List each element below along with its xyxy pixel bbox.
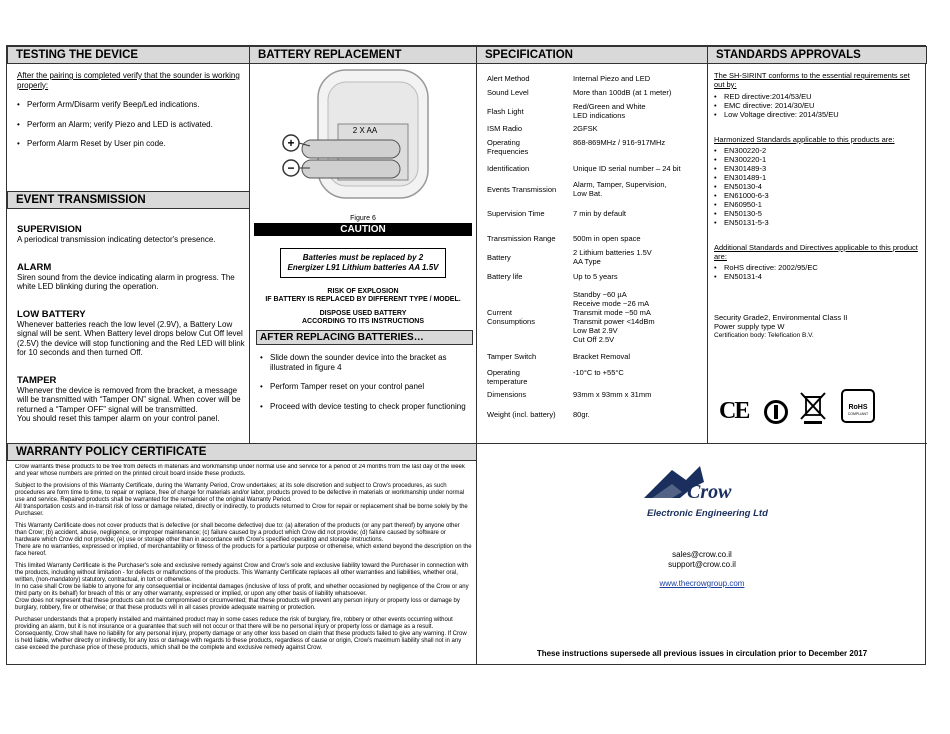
weee-bin-icon — [799, 389, 827, 425]
security-grade: Security Grade2, Environmental Class II — [714, 313, 848, 322]
battery-label: 2 X AA — [352, 126, 378, 135]
caution-box: Batteries must be replaced by 2 Energizer L91 Lithium batteries AA 1.5V — [280, 248, 446, 278]
figure-caption: Figure 6 — [350, 215, 376, 222]
additional-item: • RoHS directive: 2002/95/EC — [714, 263, 922, 272]
harmonized-item: • EN61000-6-3 — [714, 191, 922, 200]
spec-label: Events Transmission — [487, 184, 557, 194]
battery-figure — [250, 64, 476, 214]
minus-icon: − — [287, 161, 295, 175]
directive-item: • Low Voltage directive: 2014/35/EU — [714, 110, 922, 119]
testing-section — [17, 71, 242, 149]
risk-line-1: RISK OF EXPLOSION — [327, 288, 399, 295]
certification-body: Certification body: Telefication B.V. — [714, 332, 814, 339]
after-list-item: • Perform Tamper reset on your control panel — [260, 382, 470, 392]
spec-label: Operating temperature — [487, 368, 528, 386]
rohs-badge-icon — [841, 389, 875, 423]
spec-label: Tamper Switch — [487, 352, 537, 361]
document-frame — [6, 45, 926, 665]
battery-section — [250, 64, 476, 444]
harmonized-list — [714, 146, 922, 227]
additional-list — [714, 263, 922, 281]
spec-value: More than 100dB (at 1 meter) — [573, 88, 672, 97]
harmonized-item: • EN300220-2 — [714, 146, 922, 155]
conform-text: The SH-SIRINT conforms to the essential requirements set out by: — [714, 71, 910, 89]
caution-banner: CAUTION — [254, 223, 472, 236]
spec-label: Current Consumptions — [487, 308, 535, 326]
directives-list — [714, 92, 922, 119]
event-header: EVENT TRANSMISSION — [7, 191, 250, 209]
support-email: support@crow.co.il — [668, 560, 736, 569]
warranty-p8: Crow does not represent that these products can not be compromised or circumvented; that these products will prevent any person injury or property loss or damage by burglary, robbery, fire or otherwise; or that these products will in all cases provide adequate warning or protection. — [15, 598, 460, 611]
spec-value: 2GFSK — [573, 124, 598, 133]
testing-list-item: • Perform an Alarm; verify Piezo and LED is activated. — [17, 120, 242, 130]
after-list-item: • Proceed with device testing to check proper functioning — [260, 402, 470, 412]
spec-value: Up to 5 years — [573, 272, 618, 281]
event-section — [17, 216, 245, 424]
spec-label: Battery life — [487, 272, 523, 281]
website-link[interactable]: www.thecrowgroup.com — [659, 579, 745, 588]
spec-value: 80gr. — [573, 410, 590, 419]
additional-heading: Additional Standards and Directives applicable to this product are: — [714, 243, 918, 261]
battery-header: BATTERY REPLACEMENT — [249, 46, 477, 64]
harmonized-item: • EN50130-4 — [714, 182, 922, 191]
harmonized-item: • EN60950-1 — [714, 200, 922, 209]
warranty-p10: Consequently, Crow shall have no liability for any personal injury, property damage or any other loss based on claim that these products failed to give any warning. If Crow is held liable, whether directly or indirectly, for any loss or damage with regards to these products, regardless of cause or origin, Crow's maximum liability shall not in any case exceed the purchase price of these products, which shall be the complete and exclusive remedy against Crow. — [15, 631, 467, 651]
standards-section — [714, 71, 922, 340]
testing-list-item: • Perform Alarm Reset by User pin code. — [17, 139, 242, 149]
spec-header: SPECIFICATION — [476, 46, 708, 64]
harmonized-item: • EN50131-5-3 — [714, 218, 922, 227]
harmonized-item: • EN301489-3 — [714, 164, 922, 173]
company-block — [477, 444, 927, 664]
standards-header: STANDARDS APPROVALS — [707, 46, 927, 64]
spec-value: Bracket Removal — [573, 352, 631, 361]
spec-label: Transmission Range — [487, 234, 556, 243]
rohs-sub-text: COMPLIANT — [847, 412, 869, 416]
warranty-header: WARRANTY POLICY CERTIFICATE — [7, 443, 477, 461]
warranty-p9: Purchaser understands that a properly installed and maintained product may in some cases reduce the risk of burglary, fire, robbery or other events occurring without providing an alarm, but it is not insurance or a guarantee that such will not occur or that there will be no personal injury or property loss or damage as a result. — [15, 617, 453, 630]
spec-value: 500m in open space — [573, 234, 641, 243]
low-battery-text: Whenever batteries reach the low level (2.9V), a Battery Low signal will be sent. When Battery level drops below Cut Off level (2.5V) the device will stop functioning and the Red LED will blink for 10 seconds and then turned Off. — [17, 319, 245, 357]
spec-label: Sound Level — [487, 88, 529, 97]
directive-item: • RED directive:2014/53/EU — [714, 92, 922, 101]
directive-item: • EMC directive: 2014/30/EU — [714, 101, 922, 110]
testing-header: TESTING THE DEVICE — [7, 46, 250, 64]
dispose-line-1: DISPOSE USED BATTERY — [319, 310, 407, 317]
company-logo-text: Crow — [687, 481, 732, 503]
harmonized-item: • EN301489-1 — [714, 173, 922, 182]
divider — [707, 46, 708, 443]
harmonized-item: • EN300220-1 — [714, 155, 922, 164]
warranty-p6: This limited Warranty Certificate is the Purchaser's sole and exclusive remedy against Crow and Crow's sole and exclusive liability toward the Purchaser in connection with the products, including without limitation - for defects or malfunctions of the products. This Warranty Certificate replaces all other warranties and liabilities, whether oral, written, (non-mandatory) statutory, contractual, in tort or otherwise. — [15, 563, 468, 583]
plus-icon: + — [287, 136, 295, 150]
spec-label: Flash Light — [487, 106, 524, 116]
after-list — [260, 353, 470, 411]
spec-value: Standby ~60 µA Receive mode ~26 mA Transmit mode ~50 mA Transmit power <14dBm Low Bat 2.9V Cut Off 2.5V — [573, 290, 655, 344]
spec-label: ISM Radio — [487, 124, 523, 133]
warranty-p3: All transportation costs and in-transit risk of loss or damage related, directly or indirectly, to products returned to Crow for repair or replacement shall be borne solely by the Purchaser. — [15, 504, 468, 517]
spec-label: Supervision Time — [487, 209, 545, 218]
spec-value: Unique ID serial number – 24 bit — [573, 164, 681, 173]
harmonized-heading: Harmonized Standards applicable to this products are: — [714, 135, 895, 144]
spec-label: Alert Method — [487, 74, 530, 83]
harmonized-item: • EN50130-5 — [714, 209, 922, 218]
low-battery-heading: LOW BATTERY — [17, 308, 86, 320]
alarm-text: Siren sound from the device indicating alarm in progress. The white LED blinking during the operation. — [17, 272, 235, 291]
spec-label: Identification — [487, 164, 530, 173]
warranty-p4: This Warranty Certificate does not cover products that is defective (or shall become defective) due to: (a) alteration of the products (or any part thereof) by anyone other than Crow; (b) accident, abuse, negligence, or improper maintenance; (c) failure caused by a product which Crow did not provide; (d) failure caused by software or hardware which Crow did not provide; (e) use or storage other than in accordance with Crow's specified operating and storage instructions. — [15, 523, 460, 543]
spec-value: Red/Green and White LED indications — [573, 102, 646, 120]
supervision-text: A periodical transmission indicating detector's presence. — [17, 235, 216, 244]
spec-value: -10°C to +55°C — [573, 368, 624, 377]
spec-table — [477, 64, 707, 444]
alarm-heading: ALARM — [17, 261, 52, 273]
warranty-text — [15, 464, 472, 664]
spec-value: Internal Piezo and LED — [573, 74, 651, 83]
rohs-text: RoHS — [848, 404, 868, 411]
warranty-p1: Crow warrants these products to be free from defects in materials and workmanship under normal use and service for a period of 24 months from the last day of the week and year whose numbers are printed on the printed circuit board inside these products. — [15, 464, 465, 477]
sales-email: sales@crow.co.il — [672, 550, 732, 559]
testing-list-item: • Perform Arm/Disarm verify Beep/Led indications. — [17, 100, 242, 110]
testing-list — [17, 100, 242, 149]
spec-value: Alarm, Tamper, Supervision, Low Bat. — [573, 180, 667, 198]
spec-label: Dimensions — [487, 390, 527, 399]
supervision-heading: SUPERVISION — [17, 224, 82, 235]
tamper-text: Whenever the device is removed from the bracket, a message will be transmitted with “Tamper ON” signal. When cover will be returned a “Tamper OFF” signal will be transmitted. — [17, 385, 241, 414]
spec-label: Weight (incl. battery) — [487, 410, 556, 419]
spec-label: Battery — [487, 252, 511, 262]
warranty-p7: In no case shall Crow be liable to anyone for any consequential or incidental damages (inclusive of loss of profit, and whether occasioned by negligence of the Crow or any third party on its behalf) for breach of this or any other warranty, expressed or implied, or upon any other basis of liability whatsoever. — [15, 584, 469, 597]
ce-mark-icon: CE — [719, 398, 749, 424]
spec-label: Operating Frequencies — [487, 138, 529, 156]
risk-line-2: IF BATTERY IS REPLACED BY DIFFERENT TYPE / MODEL. — [265, 296, 461, 303]
spec-value: 7 min by default — [573, 209, 626, 218]
supersede-note: These instructions supersede all previous issues in circulation prior to December 2017 — [536, 649, 868, 658]
testing-intro: After the pairing is completed verify that the sounder is working properly: — [17, 71, 240, 90]
spec-value: 868-869MHz / 916-917MHz — [573, 138, 666, 147]
warranty-p2: Subject to the provisions of this Warranty Certificate, during the Warranty Period, Crow undertakes; at its sole discretion and subject to Crow's procedures, as such procedures are form time to time, to repair or replace, free of charge for materials and/or labor, products proved to be defective in materials or workmanship under normal use and service. Repaired products shall be warranted for the remainder of the original Warranty Period. — [15, 483, 465, 503]
company-subtitle: Electronic Engineering Ltd — [647, 508, 768, 519]
tamper-heading: TAMPER — [17, 374, 57, 386]
after-header: AFTER REPLACING BATTERIES… — [256, 330, 473, 345]
additional-item: • EN50131-4 — [714, 272, 922, 281]
spec-value: 2 Lithium batteries 1.5V AA Type — [573, 248, 652, 266]
dispose-line-2: ACCORDING TO ITS INSTRUCTIONS — [302, 318, 424, 325]
after-list-item: • Slide down the sounder device into the bracket as illustrated in figure 4 — [260, 353, 470, 372]
warranty-p5: There are no warranties, expressed or implied, of merchantability or fitness of the products for a particular purpose or otherwise, which extend beyond the description on the face hereof. — [15, 544, 472, 557]
tamper-reset-text: You should reset this tamper alarm on your control panel. — [17, 414, 220, 423]
alert-class-icon — [764, 400, 788, 424]
spec-value: 93mm x 93mm x 31mm — [573, 390, 652, 399]
power-supply: Power supply type W — [714, 322, 785, 331]
